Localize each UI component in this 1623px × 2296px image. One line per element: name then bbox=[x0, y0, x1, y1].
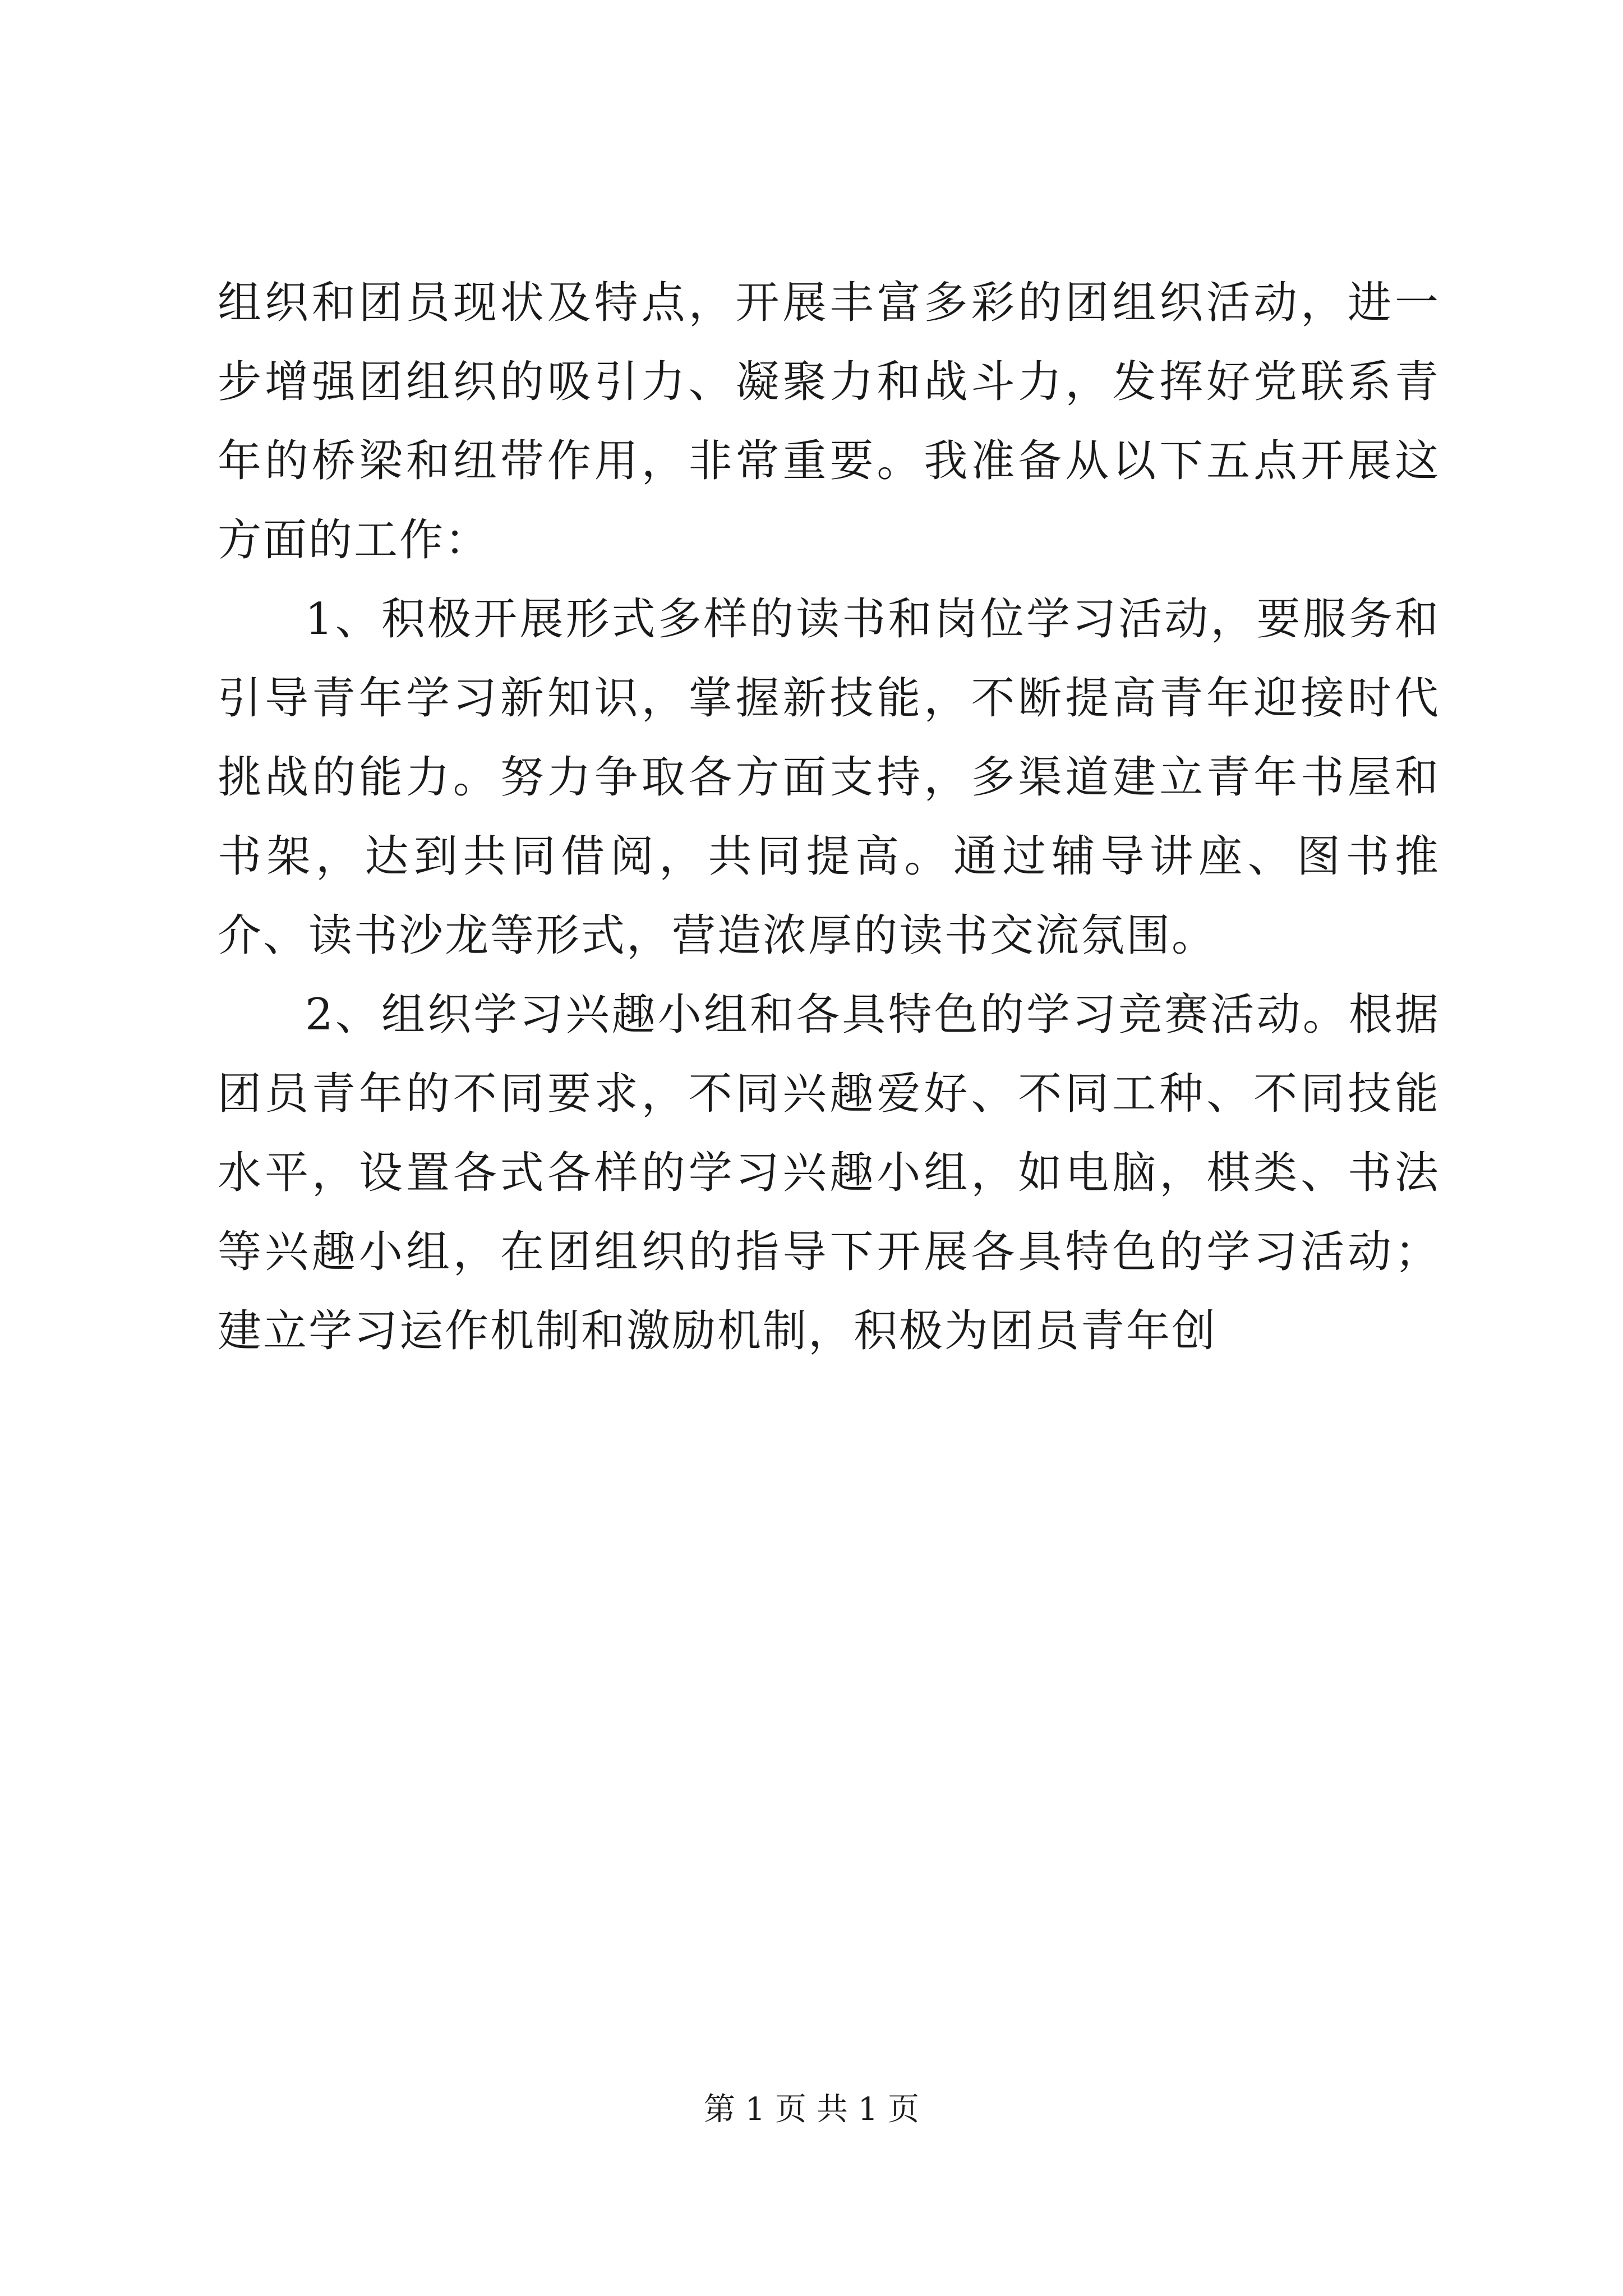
page-footer: 第 1 页 共 1 页 bbox=[703, 2091, 920, 2128]
paragraph-item-1: 1、积极开展形式多样的读书和岗位学习活动，要服务和引导青年学习新知识，掌握新技能，不断提高青年迎接时代挑战的能力。努力争取各方面支持，多渠道建立青年书屋和书架，达到共同借阅，共同提高。通过辅导讲座、图书推介、读书沙龙等形式，营造浓厚的读书交流氛围。 bbox=[218, 594, 1440, 961]
paragraph-item-2: 2、组织学习兴趣小组和各具特色的学习竞赛活动。根据团员青年的不同要求，不同兴趣爱好、不同工种、不同技能水平，设置各式各样的学习兴趣小组，如电脑，棋类、书法等兴趣小组，在团组织的指导下开展各具特色的学习活动；建立学习运作机制和激励机制，积极为团员青年创 bbox=[218, 990, 1440, 1356]
paragraph-intro: 组织和团员现状及特点，开展丰富多彩的团组织活动，进一步增强团组织的吸引力、凝聚力和战斗力，发挥好党联系青年的桥梁和纽带作用，非常重要。我准备从以下五点开展这方面的工作： bbox=[218, 278, 1440, 565]
document-body bbox=[218, 264, 1440, 1371]
